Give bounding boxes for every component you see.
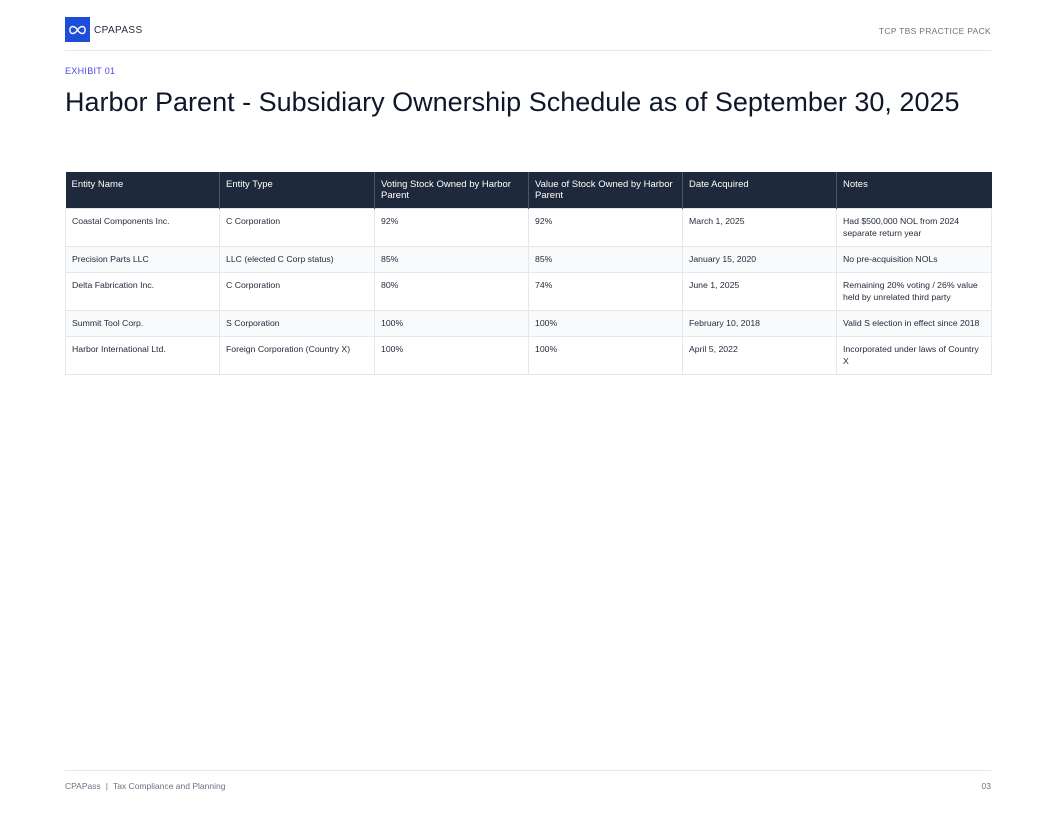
table-cell: 74% (529, 273, 683, 311)
table-cell: Summit Tool Corp. (66, 311, 220, 337)
table-cell: Coastal Components Inc. (66, 209, 220, 247)
table-cell: January 15, 2020 (683, 247, 837, 273)
table-row (66, 273, 992, 311)
table-cell: Harbor International Ltd. (66, 337, 220, 375)
footer-info (65, 781, 225, 791)
table-cell: No pre-acquisition NOLs (837, 247, 992, 273)
table-cell: March 1, 2025 (683, 209, 837, 247)
page-number: 03 (981, 781, 991, 791)
table-row (66, 247, 992, 273)
logo (65, 17, 90, 42)
table-cell: LLC (elected C Corp status) (220, 247, 375, 273)
table-cell: April 5, 2022 (683, 337, 837, 375)
column-header: Notes (837, 172, 992, 209)
column-header: Value of Stock Owned by Harbor Parent (529, 172, 683, 209)
table-cell: C Corporation (220, 209, 375, 247)
page-footer (65, 770, 991, 795)
table-cell: February 10, 2018 (683, 311, 837, 337)
pack-label: TCP TBS PRACTICE PACK (878, 26, 991, 36)
page-header (65, 17, 991, 51)
table-header-row (66, 172, 992, 209)
table-cell: 100% (375, 311, 529, 337)
table-cell: 80% (375, 273, 529, 311)
column-header: Entity Name (66, 172, 220, 209)
table-cell: Foreign Corporation (Country X) (220, 337, 375, 375)
ownership-table (65, 172, 992, 375)
table-cell: Valid S election in effect since 2018 (837, 311, 992, 337)
table-cell: Delta Fabrication Inc. (66, 273, 220, 311)
table-cell: C Corporation (220, 273, 375, 311)
table-cell: 92% (375, 209, 529, 247)
table-cell: Precision Parts LLC (66, 247, 220, 273)
page-title: Harbor Parent - Subsidiary Ownership Schedule as of September 30, 2025 (65, 87, 960, 117)
table-cell: 85% (375, 247, 529, 273)
table-row (66, 311, 992, 337)
footer-section: Tax Compliance and Planning (112, 781, 226, 791)
exhibit-label: EXHIBIT 01 (65, 66, 116, 76)
infinity-icon (69, 25, 86, 35)
column-header: Entity Type (220, 172, 375, 209)
table-cell: 100% (529, 311, 683, 337)
column-header: Date Acquired (683, 172, 837, 209)
table-cell: 100% (529, 337, 683, 375)
footer-company: CPAPass (65, 781, 101, 791)
footer-separator: | (105, 781, 108, 791)
table-cell: 92% (529, 209, 683, 247)
table-row (66, 209, 992, 247)
table-cell: Had $500,000 NOL from 2024 separate return year (837, 209, 992, 247)
table-cell: 85% (529, 247, 683, 273)
column-header: Voting Stock Owned by Harbor Parent (375, 172, 529, 209)
table-cell: Remaining 20% voting / 26% value held by unrelated third party (837, 273, 992, 311)
table-cell: 100% (375, 337, 529, 375)
table-row (66, 337, 992, 375)
table-cell: S Corporation (220, 311, 375, 337)
table-cell: June 1, 2025 (683, 273, 837, 311)
brand-name: CPAPASS (94, 25, 143, 36)
table-cell: Incorporated under laws of Country X (837, 337, 992, 375)
